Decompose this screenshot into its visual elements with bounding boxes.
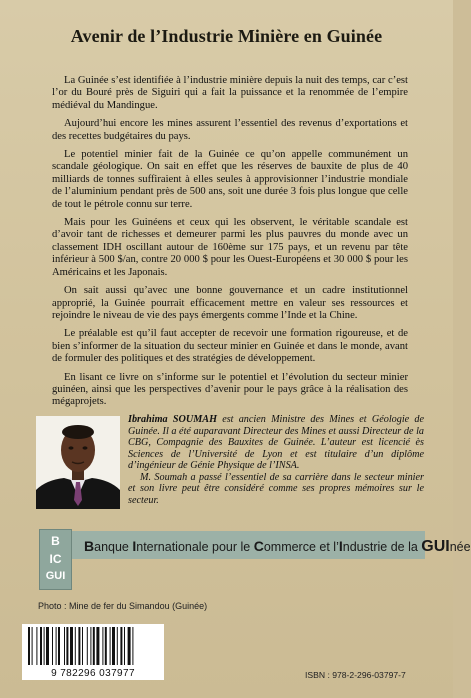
barcode <box>22 624 164 680</box>
barcode-bar <box>32 627 33 665</box>
barcode-bar <box>46 627 49 665</box>
blurb-paragraph-5: On sait aussi qu’avec une bonne gouvernance et un cadre institutionnel approprié, la Guinée pourrait efficacement mettre en valeur ses ressources et rejoindre le niveau de vie des pays émergents comme l’Inde et la Chine. <box>52 285 408 321</box>
author-bio <box>128 414 424 506</box>
barcode-bar <box>75 627 76 665</box>
barcode-bar <box>44 627 45 665</box>
blurb-paragraph-2: Aujourd’hui encore les mines assurent l’essentiel des revenus d’exportations et des recettes budgétaires du pays. <box>52 118 408 142</box>
barcode-bar <box>128 627 131 665</box>
bank-name-part: I <box>338 538 343 554</box>
bank-name-part: ndustrie de la <box>342 540 422 554</box>
author-bio-paragraph-1 <box>128 414 424 472</box>
photo-caption: Photo : Mine de fer du Simandou (Guinée) <box>38 601 208 611</box>
blurb-paragraph-1: La Guinée s’est identifiée à l’industrie minière depuis la nuit des temps, car c’est l’or du Bouré près de Siguiri qui a fait la puissance et la renommée de l’empire médiéval du Mandingue. <box>52 75 408 111</box>
bank-name-part: née <box>449 540 471 554</box>
barcode-bar <box>66 627 68 665</box>
author-bio-text-1: est ancien Ministre des Mines et Géologie de Guinée. Il a été auparavant Directeur des Mines et aussi Directeur de la CBG, Compagnie des Bauxites de Guinée. L’auteur est licencié ès Sciences de l’Université de Lyon et est titulaire d’un diplôme d’ingénieur de Génie Physique de l’INSA. <box>128 414 424 471</box>
barcode-number: 9 782296 037977 <box>51 668 135 679</box>
barcode-bar <box>87 627 88 665</box>
barcode-bar <box>132 627 133 665</box>
barcode-icon <box>28 627 158 667</box>
barcode-bar <box>36 627 37 665</box>
bank-logo-letter-2: IC <box>49 552 62 566</box>
bank-name-part: anque <box>94 540 133 554</box>
blurb-paragraph-7: En lisant ce livre on s’informe sur le potentiel et l’évolution du secteur minier guinéen, ainsi que les perspectives d’avenir pour le pays grâce à la réalisation des mégaprojets. <box>52 371 408 408</box>
bank-name-part: C <box>253 538 264 554</box>
bank-name <box>84 538 471 556</box>
author-name: Ibrahima SOUMAH <box>128 414 217 425</box>
book-title: Avenir de l’Industrie Minière en Guinée <box>70 26 383 46</box>
barcode-bar <box>102 627 103 665</box>
bank-name-part: I <box>132 538 137 554</box>
bank-logo <box>39 529 72 590</box>
blurb-paragraph-6: Le préalable est qu’il faut accepter de recevoir une formation rigoureuse, et de bien s’informer de la situation du secteur minier en Guinée et dans le monde, avant de formuler des politiques et des stratégies de développement. <box>52 328 408 365</box>
author-portrait-icon <box>36 416 120 509</box>
isbn: ISBN : 978-2-296-03797-7 <box>305 670 406 680</box>
barcode-bar <box>58 627 60 665</box>
barcode-bar <box>124 627 125 665</box>
bank-name-part: nternationale pour le <box>136 540 254 554</box>
barcode-bar <box>40 627 42 665</box>
barcode-bar <box>117 627 118 665</box>
barcode-bar <box>90 627 91 665</box>
barcode-bar <box>64 627 65 665</box>
barcode-bar <box>120 627 122 665</box>
barcode-bar <box>78 627 80 665</box>
barcode-bar <box>112 627 115 665</box>
bank-name-part: GUI <box>421 538 450 555</box>
barcode-bar <box>52 627 53 665</box>
barcode-bar <box>82 627 83 665</box>
bank-logo-letter-3: GUI <box>45 570 66 582</box>
barcode-bar <box>93 627 95 665</box>
barcode-bar <box>105 627 107 665</box>
barcode-bar <box>110 627 111 665</box>
bank-logo-letter-1: B <box>51 534 60 548</box>
blurb <box>52 75 408 415</box>
barcode-bar <box>28 627 30 665</box>
barcode-bar <box>96 627 99 665</box>
author-bio-paragraph-2: M. Soumah a passé l’essentiel de sa carrière dans le secteur minier et son livre peut être considéré comme ses propres mémoires sur le secteur. <box>128 471 424 506</box>
blurb-paragraph-3: Le potentiel minier fait de la Guinée ce qu’on appelle communément un scandale géologique. On sait en effet que les réserves de bauxite de plus de 40 milliards de tonnes suffiraient à elles seules à approvisionner l’industrie mondiale de l’aluminium pendant près de 500 ans, soit une durée 3 fois plus longue que celle de tout le pétrole connu sur terre. <box>52 149 408 210</box>
blurb-paragraph-4: Mais pour les Guinéens et ceux qui les observent, le véritable scandale est d’avoir tant de richesses et demeurer parmi les plus pauvres du monde avec un classement IDH oscillant autour de 160ème sur 175 pays, et un revenu par tête inférieur à 500 $/an, contre 20 000 $ pour les Ouest-Européens et 30 000 $ pour les Américains et les Japonais. <box>52 217 408 278</box>
bank-name-part: ommerce et l’ <box>263 540 339 554</box>
barcode-bar <box>70 627 73 665</box>
bank-name-part: B <box>84 538 95 554</box>
author-photo <box>36 416 120 509</box>
barcode-bar <box>56 627 57 665</box>
